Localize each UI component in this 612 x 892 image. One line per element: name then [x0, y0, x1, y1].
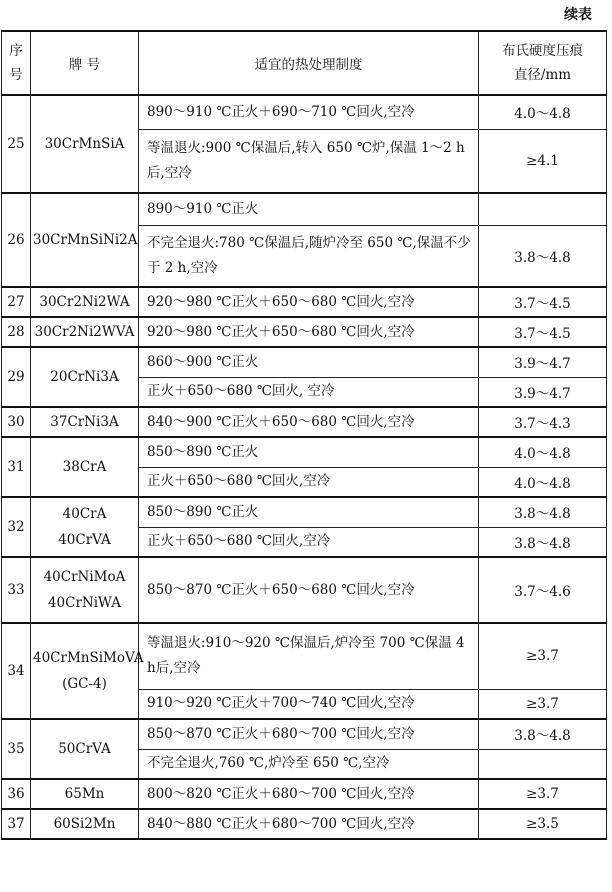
- grade-name: 40CrMnSiMoVA: [33, 650, 144, 666]
- brinell-diameter-cell: 3.7～4.6: [479, 557, 607, 623]
- continued-label: 续表: [564, 7, 592, 23]
- brinell-diameter-cell: ≥4.1: [479, 129, 607, 193]
- grade-name: 30CrMnSiA: [44, 136, 125, 152]
- table-row: [2, 779, 607, 809]
- table-row: [2, 719, 607, 749]
- brinell-diameter-cell: 3.8～4.8: [479, 225, 607, 287]
- grade-cell: [31, 287, 139, 317]
- process-cell: 正火＋650～680 ℃回火, 空冷: [139, 377, 479, 407]
- grade-cell: [31, 719, 139, 779]
- grade-name: 37CrNi3A: [50, 414, 119, 430]
- process-cell: 850～890 ℃正火: [139, 437, 479, 467]
- grade-name: 40CrNiMoA: [43, 569, 126, 585]
- serial-number-cell: 37: [2, 809, 31, 839]
- process-cell: 不完全退火:780 ℃保温后,随炉冷至 650 ℃,保温不少于 2 h,空冷: [139, 225, 479, 287]
- grade-cell: [31, 317, 139, 347]
- heat-treatment-table: [1, 30, 607, 840]
- process-cell: 正火＋650～680 ℃回火,空冷: [139, 467, 479, 497]
- brinell-diameter-cell: ≥3.7: [479, 623, 607, 689]
- brinell-diameter-cell: 3.7～4.5: [479, 287, 607, 317]
- grade-name: 30Cr2Ni2WA: [39, 294, 130, 310]
- table-row: [2, 347, 607, 377]
- brinell-diameter-cell: [479, 749, 607, 779]
- grade-cell: [31, 437, 139, 497]
- brinell-diameter-cell: ≥3.7: [479, 779, 607, 809]
- grade-name: 20CrNi3A: [50, 369, 119, 385]
- grade-cell: [31, 347, 139, 407]
- serial-number-cell: 28: [2, 317, 31, 347]
- grade-name-secondary: (GC-4): [62, 676, 107, 692]
- brinell-diameter-cell: 3.7～4.3: [479, 407, 607, 437]
- serial-number-cell: 27: [2, 287, 31, 317]
- table-row: [2, 95, 607, 129]
- serial-number-cell: 29: [2, 347, 31, 407]
- process-cell: 正火＋650～680 ℃回火,空冷: [139, 527, 479, 557]
- serial-number-cell: 35: [2, 719, 31, 779]
- grade-cell: [31, 497, 139, 557]
- table-row: [2, 497, 607, 527]
- serial-number-cell: 30: [2, 407, 31, 437]
- grade-name: 65Mn: [64, 786, 105, 802]
- serial-number-cell: 26: [2, 193, 31, 287]
- brinell-diameter-cell: ≥3.5: [479, 809, 607, 839]
- table-row: [2, 623, 607, 689]
- grade-cell: [31, 407, 139, 437]
- process-cell: 等温退火:910～920 ℃保温后,炉冷至 700 ℃保温 4 h后,空冷: [139, 623, 479, 689]
- table-row: [2, 557, 607, 623]
- header-serial-number: 序 号: [2, 31, 31, 95]
- grade-name: 30CrMnSiNi2A: [33, 232, 138, 248]
- serial-number-cell: 25: [2, 95, 31, 193]
- table-row: [2, 317, 607, 347]
- process-cell: 800～820 ℃正火＋680～700 ℃回火,空冷: [139, 779, 479, 809]
- brinell-diameter-cell: 4.0～4.8: [479, 95, 607, 129]
- table-header-row: [2, 31, 607, 95]
- process-cell: 890～910 ℃正火: [139, 193, 479, 225]
- grade-name: 40CrA: [62, 506, 107, 522]
- table-row: [2, 407, 607, 437]
- brinell-diameter-cell: [479, 193, 607, 225]
- grade-cell: [31, 557, 139, 623]
- grade-name: 50CrVA: [58, 741, 111, 757]
- grade-cell: [31, 809, 139, 839]
- process-cell: 910～920 ℃正火＋700～740 ℃回火,空冷: [139, 689, 479, 719]
- brinell-diameter-cell: 3.8～4.8: [479, 527, 607, 557]
- process-cell: 920～980 ℃正火＋650～680 ℃回火,空冷: [139, 317, 479, 347]
- header-process: 适宜的热处理制度: [139, 31, 479, 95]
- header-grade: 牌 号: [31, 31, 139, 95]
- process-cell: 920～980 ℃正火＋650～680 ℃回火,空冷: [139, 287, 479, 317]
- process-cell: 840～880 ℃正火＋680～700 ℃回火,空冷: [139, 809, 479, 839]
- serial-number-cell: 33: [2, 557, 31, 623]
- table-body: [2, 95, 607, 839]
- table-row: [2, 193, 607, 225]
- serial-number-cell: 36: [2, 779, 31, 809]
- process-cell: 850～870 ℃正火＋650～680 ℃回火,空冷: [139, 557, 479, 623]
- grade-name: 38CrA: [62, 459, 107, 475]
- process-cell: 等温退火:900 ℃保温后,转入 650 ℃炉,保温 1～2 h后,空冷: [139, 129, 479, 193]
- brinell-diameter-cell: 3.9～4.7: [479, 347, 607, 377]
- grade-name-secondary: 40CrVA: [58, 532, 111, 548]
- grade-name: 60Si2Mn: [53, 816, 116, 832]
- grade-cell: [31, 193, 139, 287]
- table-row: [2, 809, 607, 839]
- brinell-diameter-cell: 3.8～4.8: [479, 497, 607, 527]
- grade-cell: [31, 623, 144, 719]
- serial-number-cell: 31: [2, 437, 31, 497]
- serial-number-cell: 32: [2, 497, 31, 557]
- process-cell: 不完全退火,760 ℃,炉冷至 650 ℃,空冷: [139, 749, 479, 779]
- grade-name-secondary: 40CrNiWA: [47, 595, 122, 611]
- brinell-diameter-cell: 3.7～4.5: [479, 317, 607, 347]
- grade-name: 30Cr2Ni2WVA: [34, 324, 135, 340]
- brinell-diameter-cell: 3.9～4.7: [479, 377, 607, 407]
- grade-cell: [31, 95, 139, 193]
- process-cell: 890～910 ℃正火＋690～710 ℃回火,空冷: [139, 95, 479, 129]
- process-cell: 850～890 ℃正火: [139, 497, 479, 527]
- process-cell: 860～900 ℃正火: [139, 347, 479, 377]
- header-brinell-diameter: 布氏硬度压痕 直径/mm: [479, 31, 607, 95]
- brinell-diameter-cell: 4.0～4.8: [479, 467, 607, 497]
- table-row: [2, 287, 607, 317]
- process-cell: 840～900 ℃正火＋650～680 ℃回火,空冷: [139, 407, 479, 437]
- grade-cell: [31, 779, 139, 809]
- serial-number-cell: 34: [2, 623, 31, 719]
- brinell-diameter-cell: 4.0～4.8: [479, 437, 607, 467]
- brinell-diameter-cell: 3.8～4.8: [479, 719, 607, 749]
- table-row: [2, 437, 607, 467]
- process-cell: 850～870 ℃正火＋680～700 ℃回火,空冷: [139, 719, 479, 749]
- brinell-diameter-cell: ≥3.7: [479, 689, 607, 719]
